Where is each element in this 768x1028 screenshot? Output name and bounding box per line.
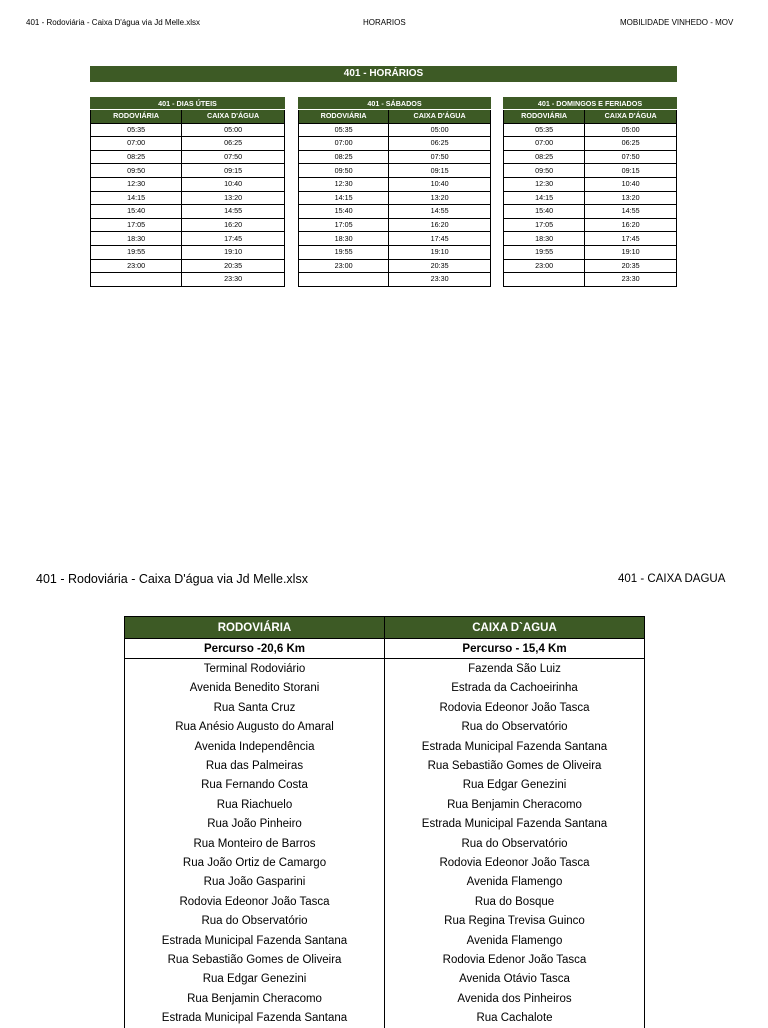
route-street-rodoviaria: Rua das Palmeiras xyxy=(125,756,385,775)
departure-rodoviaria: 19:55 xyxy=(504,245,585,259)
departure-caixa-dagua: 10:40 xyxy=(585,177,677,191)
table-row xyxy=(91,164,285,178)
departure-caixa-dagua: 23:30 xyxy=(585,273,677,287)
departure-rodoviaria: 08:25 xyxy=(299,150,389,164)
departure-caixa-dagua: 19:10 xyxy=(389,245,491,259)
table-row xyxy=(91,273,285,287)
table-row xyxy=(91,218,285,232)
table-row xyxy=(91,232,285,246)
departure-caixa-dagua: 14:55 xyxy=(585,205,677,219)
departure-caixa-dagua: 20:35 xyxy=(182,259,285,273)
departure-caixa-dagua: 10:40 xyxy=(182,177,285,191)
table-row xyxy=(504,245,677,259)
departure-caixa-dagua: 17:45 xyxy=(389,232,491,246)
route-street-rodoviaria: Rua Sebastião Gomes de Oliveira xyxy=(125,950,385,969)
col-header-rodoviaria: RODOVIÁRIA xyxy=(504,110,585,124)
col-header-rodoviaria: RODOVIÁRIA xyxy=(299,110,389,124)
route-street-rodoviaria: Estrada Municipal Fazenda Santana xyxy=(125,1008,385,1027)
table-row xyxy=(299,273,491,287)
departure-caixa-dagua: 20:35 xyxy=(389,259,491,273)
route-street-caixa-dagua: Avenida Flamengo xyxy=(385,931,645,950)
route-street-rodoviaria: Rodovia Edeonor João Tasca xyxy=(125,892,385,911)
table-row xyxy=(91,205,285,219)
route-street-caixa-dagua: Estrada Municipal Fazenda Santana xyxy=(385,737,645,756)
departure-rodoviaria: 05:35 xyxy=(91,123,182,137)
route-row xyxy=(125,892,645,911)
table-row xyxy=(91,123,285,137)
route-street-caixa-dagua: Avenida dos Pinheiros xyxy=(385,989,645,1008)
page-header-organization: MOBILIDADE VINHEDO - MOV xyxy=(620,18,734,27)
route-row xyxy=(125,1008,645,1027)
route-row xyxy=(125,737,645,756)
table-row xyxy=(91,150,285,164)
route-street-rodoviaria: Rua Benjamin Cheracomo xyxy=(125,989,385,1008)
route-street-rodoviaria: Rua Monteiro de Barros xyxy=(125,834,385,853)
departure-caixa-dagua: 19:10 xyxy=(182,245,285,259)
route-row xyxy=(125,795,645,814)
departure-rodoviaria: 18:30 xyxy=(299,232,389,246)
departure-rodoviaria: 18:30 xyxy=(504,232,585,246)
route-street-caixa-dagua: Avenida Flamengo xyxy=(385,873,645,892)
col-header-caixa-dagua: CAIXA D'ÁGUA xyxy=(585,110,677,124)
departure-rodoviaria: 18:30 xyxy=(91,232,182,246)
route-street-rodoviaria: Rua Riachuelo xyxy=(125,795,385,814)
route-percurso-rodoviaria: Percurso -20,6 Km xyxy=(125,639,385,659)
schedule-title: 401 - HORÁRIOS xyxy=(90,66,677,82)
page-header-filename: 401 - Rodoviária - Caixa D'água via Jd Melle.xlsx xyxy=(26,18,201,27)
departure-caixa-dagua: 09:15 xyxy=(389,164,491,178)
table-row xyxy=(504,150,677,164)
departure-caixa-dagua: 20:35 xyxy=(585,259,677,273)
route-street-rodoviaria: Rua Santa Cruz xyxy=(125,698,385,717)
table-row xyxy=(91,245,285,259)
departure-caixa-dagua: 17:45 xyxy=(585,232,677,246)
route-street-caixa-dagua: Rua Benjamin Cheracomo xyxy=(385,795,645,814)
departure-rodoviaria: 17:05 xyxy=(299,218,389,232)
departure-rodoviaria: 05:35 xyxy=(299,123,389,137)
departure-rodoviaria: 05:35 xyxy=(504,123,585,137)
route-street-rodoviaria: Estrada Municipal Fazenda Santana xyxy=(125,931,385,950)
route-page-sheet-name: 401 - CAIXA DAGUA xyxy=(618,573,726,585)
schedule-table-sundays-holidays xyxy=(503,97,677,287)
route-header-rodoviaria: RODOVIÁRIA xyxy=(125,617,385,639)
departure-rodoviaria xyxy=(299,273,389,287)
route-street-caixa-dagua: Rua Sebastião Gomes de Oliveira xyxy=(385,756,645,775)
departure-rodoviaria: 15:40 xyxy=(91,205,182,219)
table-row xyxy=(91,137,285,151)
departure-caixa-dagua: 19:10 xyxy=(585,245,677,259)
route-row xyxy=(125,718,645,737)
departure-caixa-dagua: 05:00 xyxy=(585,123,677,137)
departure-rodoviaria: 09:50 xyxy=(504,164,585,178)
departure-rodoviaria: 15:40 xyxy=(504,205,585,219)
table-row xyxy=(299,191,491,205)
route-street-caixa-dagua: Rodovia Edeonor João Tasca xyxy=(385,853,645,872)
table-row xyxy=(504,232,677,246)
route-street-caixa-dagua: Rua do Observatório xyxy=(385,718,645,737)
departure-caixa-dagua: 06:25 xyxy=(389,137,491,151)
route-row xyxy=(125,931,645,950)
route-row xyxy=(125,950,645,969)
departure-rodoviaria: 23:00 xyxy=(91,259,182,273)
table-row xyxy=(299,123,491,137)
table-row xyxy=(299,218,491,232)
route-street-rodoviaria: Avenida Independência xyxy=(125,737,385,756)
departure-caixa-dagua: 16:20 xyxy=(182,218,285,232)
departure-rodoviaria: 12:30 xyxy=(504,177,585,191)
departure-rodoviaria: 15:40 xyxy=(299,205,389,219)
route-street-caixa-dagua: Estrada Municipal Fazenda Santana xyxy=(385,815,645,834)
route-row xyxy=(125,873,645,892)
departure-rodoviaria: 17:05 xyxy=(91,218,182,232)
table-row xyxy=(504,137,677,151)
route-street-rodoviaria: Rua do Observatório xyxy=(125,911,385,930)
departure-caixa-dagua: 07:50 xyxy=(182,150,285,164)
departure-caixa-dagua: 06:25 xyxy=(585,137,677,151)
table-row xyxy=(299,177,491,191)
route-street-caixa-dagua: Rodovia Edenor João Tasca xyxy=(385,950,645,969)
departure-rodoviaria: 19:55 xyxy=(91,245,182,259)
table-row xyxy=(504,259,677,273)
route-street-caixa-dagua: Estrada da Cachoeirinha xyxy=(385,679,645,698)
departure-rodoviaria xyxy=(504,273,585,287)
departure-caixa-dagua: 23:30 xyxy=(182,273,285,287)
departure-rodoviaria: 14:15 xyxy=(91,191,182,205)
departure-caixa-dagua: 09:15 xyxy=(182,164,285,178)
schedule-table-weekdays xyxy=(90,97,285,287)
route-row xyxy=(125,659,645,679)
route-street-caixa-dagua: Rua do Bosque xyxy=(385,892,645,911)
departure-caixa-dagua: 23:30 xyxy=(389,273,491,287)
departure-rodoviaria: 08:25 xyxy=(91,150,182,164)
departure-rodoviaria: 09:50 xyxy=(91,164,182,178)
departure-caixa-dagua: 17:45 xyxy=(182,232,285,246)
table-row xyxy=(299,137,491,151)
route-street-caixa-dagua: Rua Edgar Genezini xyxy=(385,776,645,795)
route-itinerary-table xyxy=(124,616,645,1028)
departure-caixa-dagua: 07:50 xyxy=(585,150,677,164)
departure-caixa-dagua: 13:20 xyxy=(585,191,677,205)
route-percurso-caixa-dagua: Percurso - 15,4 Km xyxy=(385,639,645,659)
departure-rodoviaria xyxy=(91,273,182,287)
route-row xyxy=(125,698,645,717)
table-row xyxy=(504,164,677,178)
table-row xyxy=(91,177,285,191)
route-row xyxy=(125,815,645,834)
departure-rodoviaria: 23:00 xyxy=(299,259,389,273)
table-row xyxy=(299,259,491,273)
departure-rodoviaria: 12:30 xyxy=(91,177,182,191)
route-row xyxy=(125,911,645,930)
route-street-caixa-dagua: Avenida Otávio Tasca xyxy=(385,970,645,989)
route-row xyxy=(125,776,645,795)
departure-rodoviaria: 07:00 xyxy=(91,137,182,151)
route-header-caixa-dagua: CAIXA D`AGUA xyxy=(385,617,645,639)
schedule-table-title: 401 - SÁBADOS xyxy=(299,98,491,110)
departure-rodoviaria: 19:55 xyxy=(299,245,389,259)
departure-caixa-dagua: 13:20 xyxy=(182,191,285,205)
departure-caixa-dagua: 05:00 xyxy=(182,123,285,137)
departure-caixa-dagua: 05:00 xyxy=(389,123,491,137)
route-street-rodoviaria: Avenida Benedito Storani xyxy=(125,679,385,698)
schedule-table-saturdays xyxy=(298,97,491,287)
table-row xyxy=(299,150,491,164)
col-header-rodoviaria: RODOVIÁRIA xyxy=(91,110,182,124)
schedule-table-title: 401 - DOMINGOS E FERIADOS xyxy=(504,98,677,110)
route-street-rodoviaria: Rua Edgar Genezini xyxy=(125,970,385,989)
table-row xyxy=(299,205,491,219)
table-row xyxy=(299,164,491,178)
schedule-table-title: 401 - DIAS ÚTEIS xyxy=(91,98,285,110)
departure-caixa-dagua: 13:20 xyxy=(389,191,491,205)
route-street-caixa-dagua: Rua Cachalote xyxy=(385,1008,645,1027)
route-street-caixa-dagua: Rua Regina Trevisa Guinco xyxy=(385,911,645,930)
route-page-filename: 401 - Rodoviária - Caixa D'água via Jd Melle.xlsx xyxy=(36,572,308,586)
departure-caixa-dagua: 09:15 xyxy=(585,164,677,178)
route-street-caixa-dagua: Fazenda São Luiz xyxy=(385,659,645,679)
table-row xyxy=(504,177,677,191)
route-street-rodoviaria: Rua João Pinheiro xyxy=(125,815,385,834)
departure-caixa-dagua: 16:20 xyxy=(585,218,677,232)
route-street-rodoviaria: Rua Anésio Augusto do Amaral xyxy=(125,718,385,737)
departure-caixa-dagua: 07:50 xyxy=(389,150,491,164)
table-row xyxy=(504,273,677,287)
table-row xyxy=(504,123,677,137)
departure-caixa-dagua: 16:20 xyxy=(389,218,491,232)
page-header-sheet-name: HORARIOS xyxy=(363,18,406,27)
route-row xyxy=(125,989,645,1008)
table-row xyxy=(299,232,491,246)
departure-rodoviaria: 12:30 xyxy=(299,177,389,191)
col-header-caixa-dagua: CAIXA D'ÁGUA xyxy=(182,110,285,124)
route-row xyxy=(125,756,645,775)
departure-caixa-dagua: 14:55 xyxy=(389,205,491,219)
route-street-rodoviaria: Rua João Ortiz de Camargo xyxy=(125,853,385,872)
route-row xyxy=(125,679,645,698)
departure-rodoviaria: 14:15 xyxy=(504,191,585,205)
departure-caixa-dagua: 06:25 xyxy=(182,137,285,151)
departure-caixa-dagua: 10:40 xyxy=(389,177,491,191)
route-row xyxy=(125,853,645,872)
table-row xyxy=(504,191,677,205)
table-row xyxy=(91,191,285,205)
table-row xyxy=(504,205,677,219)
departure-rodoviaria: 17:05 xyxy=(504,218,585,232)
departure-rodoviaria: 09:50 xyxy=(299,164,389,178)
route-street-rodoviaria: Rua João Gasparini xyxy=(125,873,385,892)
table-row xyxy=(91,259,285,273)
route-row xyxy=(125,834,645,853)
departure-rodoviaria: 23:00 xyxy=(504,259,585,273)
departure-rodoviaria: 08:25 xyxy=(504,150,585,164)
route-row xyxy=(125,970,645,989)
departure-rodoviaria: 14:15 xyxy=(299,191,389,205)
route-street-rodoviaria: Terminal Rodoviário xyxy=(125,659,385,679)
departure-rodoviaria: 07:00 xyxy=(299,137,389,151)
route-street-rodoviaria: Rua Fernando Costa xyxy=(125,776,385,795)
col-header-caixa-dagua: CAIXA D'ÁGUA xyxy=(389,110,491,124)
table-row xyxy=(504,218,677,232)
departure-rodoviaria: 07:00 xyxy=(504,137,585,151)
departure-caixa-dagua: 14:55 xyxy=(182,205,285,219)
table-row xyxy=(299,245,491,259)
route-street-caixa-dagua: Rodovia Edeonor João Tasca xyxy=(385,698,645,717)
route-street-caixa-dagua: Rua do Observatório xyxy=(385,834,645,853)
